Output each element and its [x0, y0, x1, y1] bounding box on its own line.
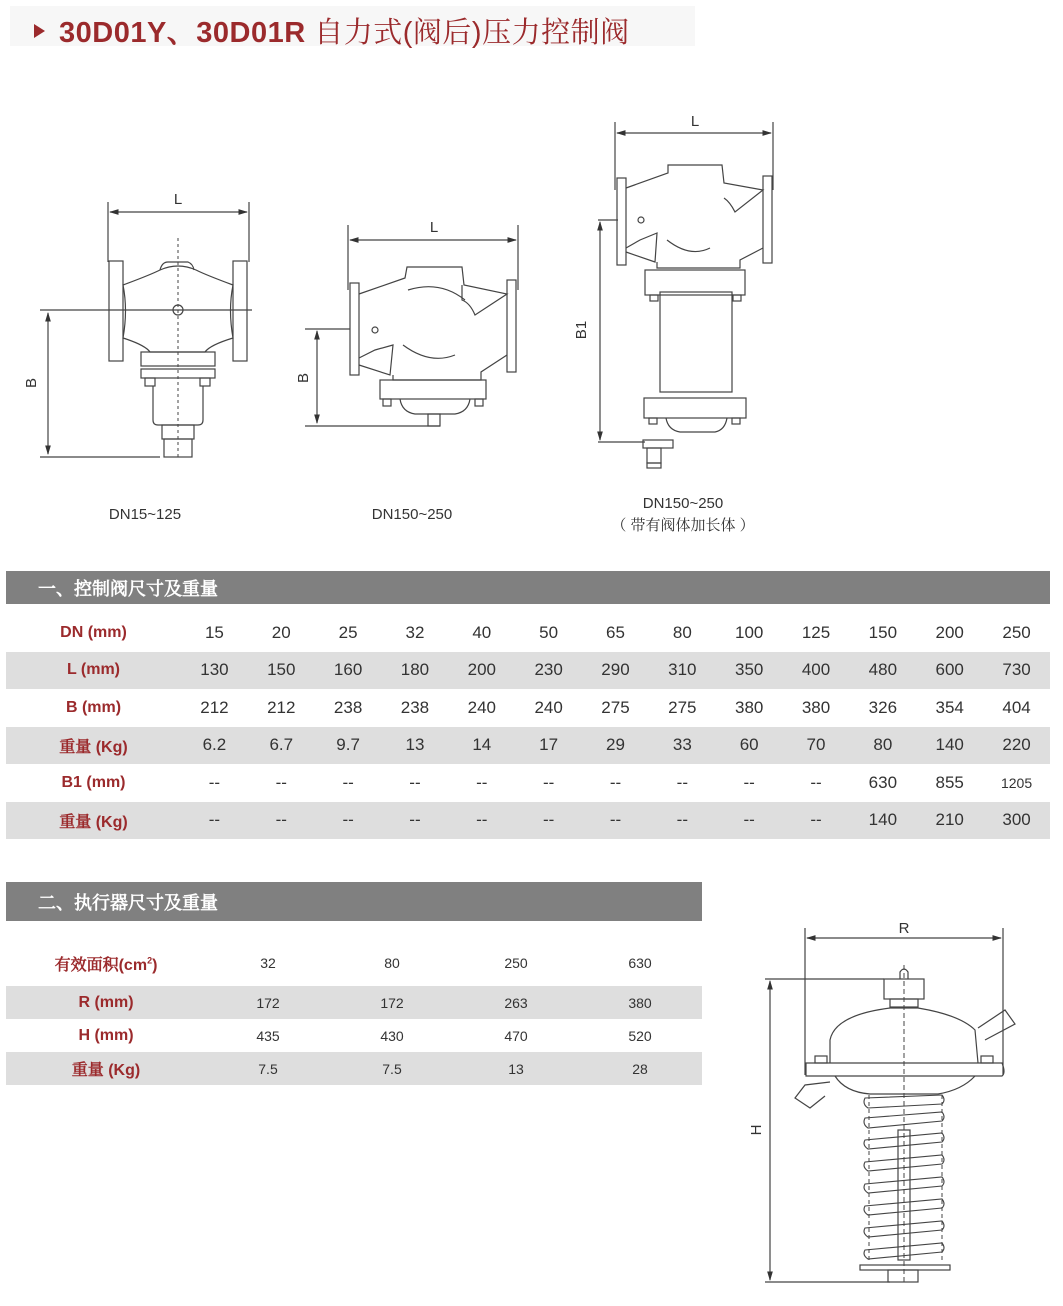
cell: 326 — [868, 697, 898, 717]
cell: -- — [315, 802, 382, 840]
cell: -- — [181, 802, 248, 840]
cell: 140 — [916, 727, 983, 765]
caption-extension-note: （ 带有阀体加长体 ） — [611, 517, 755, 534]
cell: 29 — [582, 727, 649, 765]
cell: 172 — [330, 986, 454, 1019]
dim-label-l: L — [429, 219, 439, 236]
cell: 470 — [504, 1027, 528, 1044]
caption-dn150-250: DN150~250 — [371, 506, 453, 523]
row-label: 重量 (Kg) — [6, 802, 181, 840]
cell: 200 — [935, 622, 964, 642]
cell: -- — [542, 772, 555, 792]
cell: -- — [582, 802, 649, 840]
cell: 17 — [515, 727, 582, 765]
dim-label-b: B — [295, 372, 312, 384]
cell: 380 — [578, 986, 702, 1019]
cell: 230 — [515, 652, 582, 690]
dim-label-b: B — [23, 377, 40, 389]
cell: 275 — [668, 697, 697, 717]
cell: 6.7 — [248, 727, 315, 765]
cell: -- — [810, 772, 822, 792]
cell: 290 — [582, 652, 649, 690]
actuator-drawing — [748, 920, 1015, 1285]
cell: 220 — [983, 727, 1050, 765]
dim-label-h: H — [748, 1124, 765, 1136]
cell: 210 — [916, 802, 983, 840]
dim-label-l: L — [690, 113, 700, 130]
valve-drawing-dn150-250 — [295, 219, 518, 426]
valve-dimensions-table — [6, 614, 1050, 839]
cell: -- — [743, 772, 755, 792]
cell: 25 — [338, 622, 358, 642]
cell: -- — [208, 772, 221, 792]
cell: 1205 — [1000, 774, 1033, 791]
cell: 250 — [504, 955, 528, 971]
cell: 400 — [783, 652, 850, 690]
cell: 300 — [983, 802, 1050, 840]
cell: 125 — [801, 622, 831, 642]
table-row-l — [6, 652, 1050, 690]
table-row-weight-extended — [6, 802, 1050, 840]
title-name: 自力式(阀后)压力控制阀 — [314, 17, 630, 49]
cell: -- — [448, 802, 515, 840]
row-label: B1 (mm) — [61, 773, 126, 791]
cell: -- — [783, 802, 850, 840]
cell: 275 — [601, 697, 630, 717]
cell: 600 — [916, 652, 983, 690]
valve-drawing-dn150-250-extended — [573, 113, 773, 468]
table-row-dn — [6, 614, 1050, 652]
table-row-weight — [6, 1052, 702, 1085]
cell: -- — [342, 772, 354, 792]
cell: -- — [275, 772, 287, 792]
cell: 70 — [783, 727, 850, 765]
dim-label-b1: B1 — [573, 320, 590, 340]
cell: 150 — [248, 652, 315, 690]
cell: 430 — [380, 1027, 404, 1044]
cell: 250 — [1002, 622, 1031, 642]
cell: 480 — [849, 652, 916, 690]
cell: 150 — [868, 622, 898, 642]
cell: 172 — [206, 986, 330, 1019]
cell: 15 — [204, 622, 224, 642]
row-label: 重量 (Kg) — [6, 727, 181, 765]
cell: 520 — [628, 1027, 652, 1044]
section-heading-actuator: 二、执行器尺寸及重量 — [6, 882, 702, 921]
cell: 435 — [256, 1027, 280, 1044]
cell: 160 — [315, 652, 382, 690]
cell: -- — [382, 802, 449, 840]
cell: 212 — [200, 697, 229, 717]
cell: 730 — [983, 652, 1050, 690]
cell: 60 — [716, 727, 783, 765]
cell: -- — [409, 772, 421, 792]
table-row-area — [6, 940, 702, 986]
cell: 354 — [935, 697, 964, 717]
cell: 33 — [649, 727, 716, 765]
cell: 80 — [672, 622, 692, 642]
row-label: B (mm) — [65, 698, 122, 716]
cell: 238 — [400, 697, 430, 717]
dim-label-r: R — [898, 920, 910, 937]
title-model: 30D01Y、30D01R — [59, 17, 306, 49]
cell: 20 — [271, 622, 291, 642]
cell: 100 — [734, 622, 764, 642]
cell: 32 — [405, 622, 425, 642]
table-row-b1 — [6, 764, 1050, 802]
dim-label-l: L — [173, 191, 183, 208]
cell: 404 — [1002, 697, 1031, 717]
cell: 240 — [467, 697, 496, 717]
cell: 14 — [448, 727, 515, 765]
cell: 130 — [181, 652, 248, 690]
cell: 630 — [628, 955, 652, 971]
cell: 240 — [534, 697, 563, 717]
cell: 65 — [606, 622, 625, 642]
cell: -- — [476, 772, 488, 792]
cell: 40 — [472, 622, 492, 642]
cell: -- — [515, 802, 582, 840]
cell: -- — [676, 772, 688, 792]
row-label: R (mm) — [6, 986, 206, 1019]
cell: 6.2 — [181, 727, 248, 765]
row-label: 有效面积$(cm^2)$ — [54, 955, 158, 974]
cell: 50 — [539, 622, 559, 642]
cell: 140 — [849, 802, 916, 840]
cell: 13 — [382, 727, 449, 765]
section-heading-valve: 一、控制阀尺寸及重量 — [6, 571, 1050, 604]
cell: 380 — [801, 697, 831, 717]
cell: -- — [649, 802, 716, 840]
cell: 7.5 — [330, 1052, 454, 1085]
caption-dn150-250-extended: DN150~250 — [642, 495, 724, 512]
row-label: L (mm) — [6, 652, 181, 690]
cell: 310 — [649, 652, 716, 690]
cell: 28 — [578, 1052, 702, 1085]
cell: 13 — [454, 1052, 578, 1085]
cell: 80 — [849, 727, 916, 765]
row-label: H (mm) — [78, 1026, 134, 1044]
cell: 263 — [454, 986, 578, 1019]
row-label: DN (mm) — [60, 623, 127, 641]
caption-dn15-125: DN15~125 — [108, 506, 182, 523]
table-row-r — [6, 986, 702, 1019]
row-label: 重量 (Kg) — [6, 1052, 206, 1085]
cell: -- — [716, 802, 783, 840]
cell: 350 — [716, 652, 783, 690]
actuator-dimensions-table — [6, 940, 702, 1085]
cell: 855 — [935, 772, 964, 792]
cell: 380 — [734, 697, 764, 717]
cell: -- — [248, 802, 315, 840]
table-row-weight — [6, 727, 1050, 765]
cell: 212 — [267, 697, 296, 717]
cell: 630 — [868, 772, 898, 792]
cell: 80 — [384, 955, 400, 971]
cell: 32 — [260, 955, 276, 971]
cell: 9.7 — [315, 727, 382, 765]
table-row-h — [6, 1019, 702, 1052]
cell: 238 — [333, 697, 363, 717]
cell: 7.5 — [206, 1052, 330, 1085]
valve-drawing-dn15-125 — [23, 191, 252, 460]
cell: 200 — [448, 652, 515, 690]
table-row-b — [6, 689, 1050, 727]
cell: 180 — [382, 652, 449, 690]
cell: -- — [609, 772, 622, 792]
